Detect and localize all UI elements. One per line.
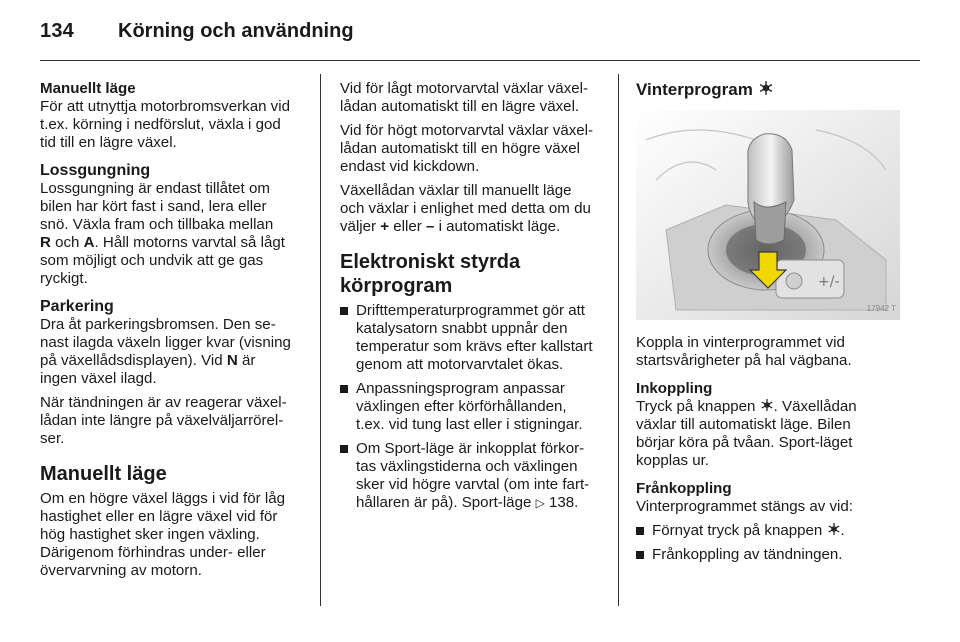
section-heading: Parkering — [40, 298, 114, 315]
section-heading-large: Manuellt läge — [40, 463, 167, 485]
page-title: Körning och användning — [118, 20, 354, 42]
section-heading: Manuellt läge — [40, 80, 136, 97]
paragraph: Vid för högt motorvarvtal växlar växel- lådan automatiskt till en högre växel endast vid kickdown. — [340, 122, 594, 175]
header-divider — [40, 60, 920, 61]
list-item: Förnyat tryck på knappen . — [636, 522, 900, 540]
paragraph: Växellådan växlar till manuellt läge och växlar i enlighet med detta om du väljer + eller – i automatiskt läge. — [340, 182, 591, 235]
svg-text:+/-: +/- — [818, 274, 840, 290]
paragraph: Koppla in vinterprogrammet vid startsvårigheter på hal vägbana. — [636, 334, 852, 369]
section-heading: Inkoppling — [636, 380, 713, 397]
snowflake-icon — [827, 522, 841, 536]
list-item: Anpassningsprogram anpassar växlingen efter körförhållanden, t.ex. vid tung last eller i stigningar. — [340, 380, 606, 434]
section-heading: Vinterprogram — [636, 80, 900, 100]
paragraph: Dra åt parkeringsbromsen. Den se- nast ilagda växeln ligger kvar (visning på växellådsdisplayen). Vid N är ingen växel ilagd. — [40, 316, 291, 387]
list-item: Om Sport-läge är inkopplat förkor- tas växlingstiderna och växlingen sker vid högre varvtal (om inte fart- hållaren är på). Sport-läge ▷ 138. — [340, 440, 606, 512]
paragraph: För att utnyttja motorbromsverkan vid t.ex. körning i nedförslut, växla i god tid till en lägre växel. — [40, 98, 290, 151]
gear-selector-drawing — [636, 110, 900, 320]
paragraph: Vinterprogrammet stängs av vid: — [636, 498, 854, 515]
column-1 — [40, 80, 310, 586]
snowflake-icon — [758, 80, 774, 96]
section-heading: Frånkoppling — [636, 480, 732, 497]
list-item: Drifttemperaturprogrammet gör att katalysatorn snabbt uppnår den temperatur som krävs efter kallstart genom att motorvarvtalet ökas. — [340, 302, 606, 374]
column-3 — [636, 80, 900, 570]
column-2 — [340, 80, 606, 518]
column-divider-1 — [320, 74, 321, 606]
paragraph: Vid för lågt motorvarvtal växlar växel- lådan automatiskt till en lägre växel. — [340, 80, 589, 115]
page-number: 134 — [40, 20, 74, 42]
list-item: Frånkoppling av tändningen. — [636, 546, 900, 564]
paragraph: Lossgungning är endast tillåtet om bilen har kört fast i sand, lera eller snö. Växla fram och tillbaka mellan R och A. Håll motorns varvtal så lågt som möjligt och undvik att ge gas ryckigt. — [40, 180, 285, 287]
section-heading-large: Elektroniskt styrda körprogram — [340, 251, 521, 297]
paragraph: Om en högre växel läggs i vid för låg hastighet eller en lägre växel vid för hög hastighet sker ingen växling. Därigenom förhindras under- eller övervarvning av motorn. — [40, 490, 285, 579]
section-heading: Lossgungning — [40, 162, 151, 179]
gear-selector-illustration — [636, 110, 900, 320]
column-divider-2 — [618, 74, 619, 606]
paragraph: Tryck på knappen . Växellådan växlar till automatiskt läge. Bilen börjar köra på tvåan. Sport-läget kopplas ur. — [636, 398, 857, 469]
page-header — [40, 20, 920, 50]
figure-code: 17942 T — [866, 304, 896, 313]
paragraph: När tändningen är av reagerar växel- lådan inte längre på växelväljarrörel- ser. — [40, 394, 287, 447]
snowflake-icon — [760, 398, 774, 412]
page-ref-arrow-icon: ▷ — [535, 496, 545, 510]
